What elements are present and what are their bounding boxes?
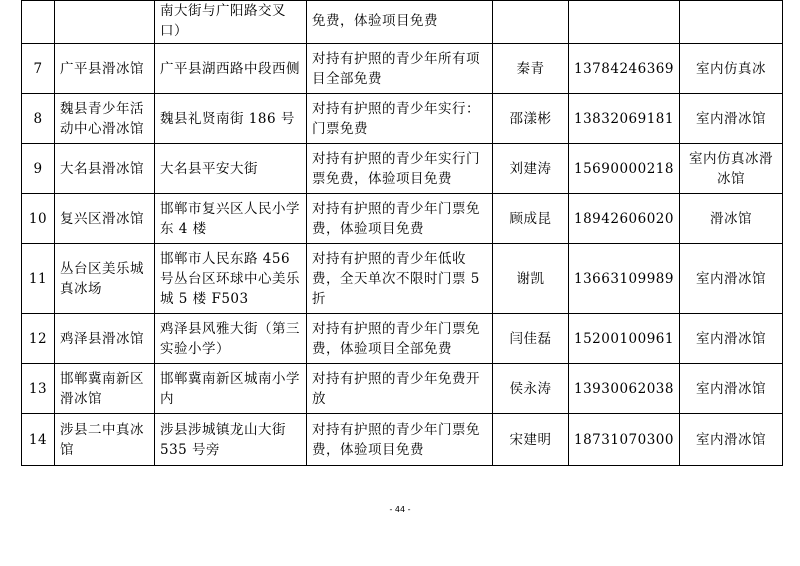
row-number-cell: 8 <box>22 94 55 144</box>
address-cell: 广平县湖西路中段西侧 <box>155 44 307 94</box>
venue-name-cell: 涉县二中真冰馆 <box>55 414 155 466</box>
venue-table <box>21 0 783 466</box>
contact-cell: 宋建明 <box>493 414 569 466</box>
contact-cell: 秦青 <box>493 44 569 94</box>
policy-cell: 对持有护照的青少年实行门票免费，体验项目免费 <box>307 144 493 194</box>
address-cell: 邯郸冀南新区城南小学内 <box>155 364 307 414</box>
phone-cell: 18942606020 <box>569 194 680 244</box>
address-cell: 南大街与广阳路交叉口） <box>155 1 307 44</box>
contact-cell: 闫佳磊 <box>493 314 569 364</box>
row-number-cell: 10 <box>22 194 55 244</box>
policy-cell: 对持有护照的青少年门票免费，体验项目免费 <box>307 414 493 466</box>
policy-cell: 对持有护照的青少年低收费，全天单次不限时门票 5 折 <box>307 244 493 314</box>
phone-cell <box>569 1 680 44</box>
row-number-cell: 7 <box>22 44 55 94</box>
contact-cell: 侯永涛 <box>493 364 569 414</box>
row-number-cell: 9 <box>22 144 55 194</box>
table-row <box>22 44 783 94</box>
table-row <box>22 94 783 144</box>
phone-cell: 13663109989 <box>569 244 680 314</box>
venue-name-cell: 广平县滑冰馆 <box>55 44 155 94</box>
table-row <box>22 144 783 194</box>
phone-cell: 18731070300 <box>569 414 680 466</box>
policy-cell: 对持有护照的青少年门票免费，体验项目免费 <box>307 194 493 244</box>
venue-name-cell: 邯郸冀南新区滑冰馆 <box>55 364 155 414</box>
table-row <box>22 314 783 364</box>
contact-cell: 邵漾彬 <box>493 94 569 144</box>
policy-cell: 对持有护照的青少年所有项目全部免费 <box>307 44 493 94</box>
phone-cell: 15200100961 <box>569 314 680 364</box>
address-cell: 邯郸市复兴区人民小学东 4 楼 <box>155 194 307 244</box>
policy-cell: 对持有护照的青少年实行：门票免费 <box>307 94 493 144</box>
policy-cell: 对持有护照的青少年门票免费，体验项目全部免费 <box>307 314 493 364</box>
phone-cell: 13784246369 <box>569 44 680 94</box>
venue-type-cell: 室内滑冰馆 <box>680 244 783 314</box>
row-number-cell: 13 <box>22 364 55 414</box>
row-number-cell: 11 <box>22 244 55 314</box>
contact-cell <box>493 1 569 44</box>
venue-name-cell: 复兴区滑冰馆 <box>55 194 155 244</box>
phone-cell: 13832069181 <box>569 94 680 144</box>
venue-type-cell <box>680 1 783 44</box>
venue-name-cell: 魏县青少年活动中心滑冰馆 <box>55 94 155 144</box>
venue-name-cell <box>55 1 155 44</box>
phone-cell: 15690000218 <box>569 144 680 194</box>
table-row <box>22 1 783 44</box>
table-row <box>22 194 783 244</box>
venue-type-cell: 室内仿真冰 <box>680 44 783 94</box>
venue-name-cell: 鸡泽县滑冰馆 <box>55 314 155 364</box>
address-cell: 涉县涉城镇龙山大街 535 号旁 <box>155 414 307 466</box>
address-cell: 魏县礼贤南街 186 号 <box>155 94 307 144</box>
row-number-cell <box>22 1 55 44</box>
address-cell: 鸡泽县风雅大街（第三实验小学） <box>155 314 307 364</box>
venue-type-cell: 室内滑冰馆 <box>680 414 783 466</box>
table-row <box>22 414 783 466</box>
venue-type-cell: 室内滑冰馆 <box>680 94 783 144</box>
venue-type-cell: 室内滑冰馆 <box>680 314 783 364</box>
contact-cell: 刘建涛 <box>493 144 569 194</box>
venue-type-cell: 室内滑冰馆 <box>680 364 783 414</box>
contact-cell: 顾成昆 <box>493 194 569 244</box>
table-row <box>22 244 783 314</box>
venue-type-cell: 室内仿真冰滑冰馆 <box>680 144 783 194</box>
table-row <box>22 364 783 414</box>
address-cell: 大名县平安大街 <box>155 144 307 194</box>
page-number: - 44 - <box>389 505 411 514</box>
venue-type-cell: 滑冰馆 <box>680 194 783 244</box>
row-number-cell: 14 <box>22 414 55 466</box>
policy-cell: 免费，体验项目免费 <box>307 1 493 44</box>
row-number-cell: 12 <box>22 314 55 364</box>
contact-cell: 谢凯 <box>493 244 569 314</box>
phone-cell: 13930062038 <box>569 364 680 414</box>
address-cell: 邯郸市人民东路 456 号丛台区环球中心美乐城 5 楼 F503 <box>155 244 307 314</box>
venue-name-cell: 丛台区美乐城真冰场 <box>55 244 155 314</box>
venue-name-cell: 大名县滑冰馆 <box>55 144 155 194</box>
policy-cell: 对持有护照的青少年免费开放 <box>307 364 493 414</box>
